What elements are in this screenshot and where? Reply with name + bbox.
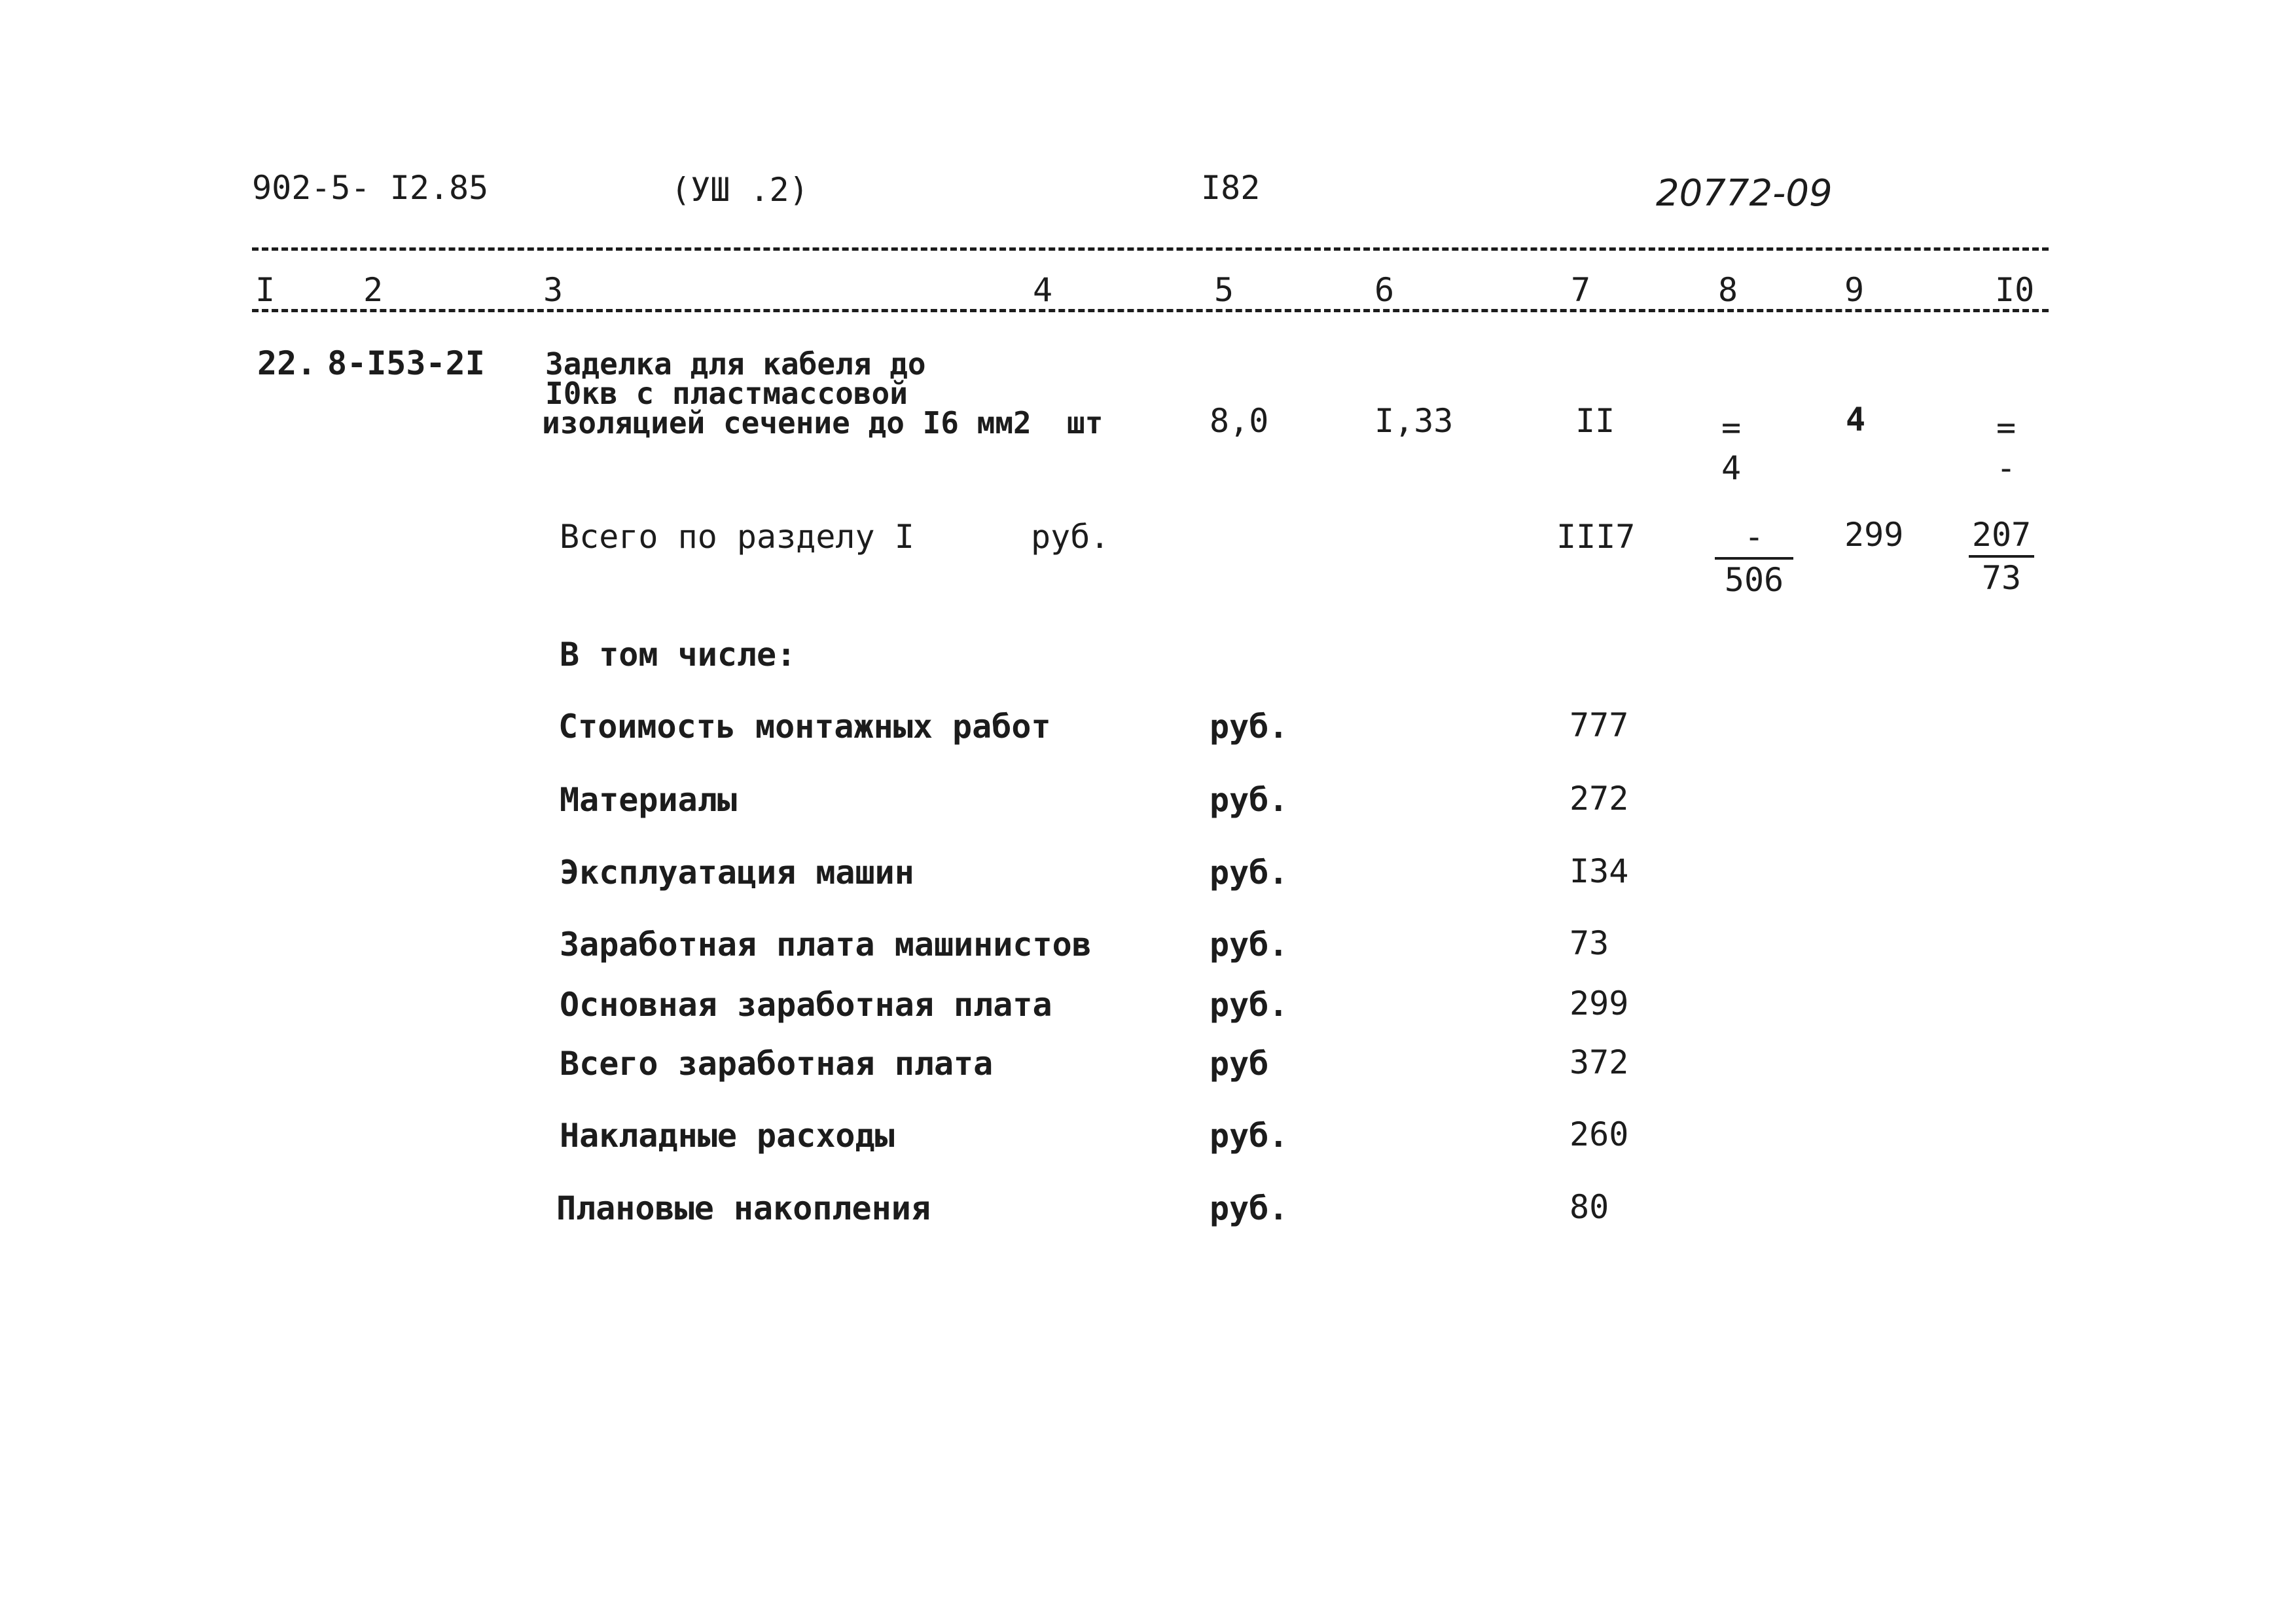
section-total-label: Всего по разделу I <box>560 518 914 556</box>
row-col8-fraction <box>1715 408 1748 487</box>
row-col10-fraction <box>1990 408 2022 487</box>
item-unit: руб. <box>1210 781 1289 819</box>
fraction-denominator: 73 <box>1981 559 2022 597</box>
row-description-line: I0кв с пластмассовой <box>545 376 908 411</box>
item-value: 272 <box>1570 780 1629 818</box>
column-number: 2 <box>363 271 384 309</box>
fraction-numerator: = <box>1721 408 1742 446</box>
row-col7-value: II <box>1575 402 1615 440</box>
item-value: I34 <box>1570 852 1629 890</box>
item-label: Плановые накопления <box>556 1189 931 1227</box>
page-number: I82 <box>1201 169 1261 207</box>
item-unit: руб. <box>1210 854 1289 892</box>
column-number: 9 <box>1844 271 1865 309</box>
item-label: Стоимость монтажных работ <box>558 708 1051 746</box>
row-col6-value: I,33 <box>1374 402 1454 440</box>
item-value: 80 <box>1570 1188 1609 1226</box>
section-total-col10-fraction <box>1969 516 2034 597</box>
column-header-underline <box>252 309 2049 312</box>
column-number: 8 <box>1718 271 1738 309</box>
section-total-col9: 299 <box>1844 516 1904 554</box>
row-code: 8-I53-2I <box>327 344 485 382</box>
column-number: I0 <box>1995 271 2035 309</box>
item-unit: руб. <box>1210 708 1289 746</box>
item-unit: руб. <box>1210 926 1289 964</box>
item-label: Основная заработная плата <box>560 986 1052 1024</box>
fraction-numerator: 207 <box>1969 518 2034 558</box>
item-value: 777 <box>1570 706 1629 744</box>
inventory-stamp-number: 20772-09 <box>1656 172 1833 215</box>
item-unit: руб. <box>1210 1117 1289 1155</box>
item-unit: руб <box>1210 1045 1269 1083</box>
row-number: 22. <box>257 344 317 382</box>
item-value: 73 <box>1570 924 1609 962</box>
item-label: Эксплуатация машин <box>560 854 914 892</box>
column-number: 3 <box>543 271 564 309</box>
fraction-denominator: 4 <box>1721 449 1742 487</box>
column-number: 4 <box>1033 271 1053 309</box>
section-label: (УШ .2) <box>671 171 809 209</box>
item-value: 299 <box>1570 984 1629 1022</box>
fraction-numerator: = <box>1996 408 2017 446</box>
row-unit: шт <box>1067 405 1103 441</box>
column-number: I <box>255 271 276 309</box>
item-label: Заработная плата машинистов <box>560 926 1092 964</box>
fraction-denominator: 506 <box>1724 561 1784 599</box>
document-code: 902-5- I2.85 <box>252 169 489 207</box>
section-total-col8-fraction <box>1715 518 1793 599</box>
row-col9-value: 4 <box>1846 401 1866 439</box>
item-label: Накладные расходы <box>560 1117 895 1155</box>
item-label: Всего заработная плата <box>560 1045 994 1083</box>
section-total-col7: III7 <box>1556 518 1636 556</box>
item-unit: руб. <box>1210 986 1289 1024</box>
column-number: 7 <box>1571 271 1591 309</box>
section-total-unit: руб. <box>1031 518 1110 556</box>
including-label: В том числе: <box>560 636 797 674</box>
header-separator <box>252 247 2049 251</box>
item-value: 372 <box>1570 1043 1629 1081</box>
fraction-denominator: - <box>1996 449 2017 487</box>
row-col5-value: 8,0 <box>1210 402 1269 440</box>
column-number: 5 <box>1214 271 1234 309</box>
row-description-line: изоляцией сечение до I6 мм2 <box>542 405 1031 441</box>
fraction-numerator: - <box>1715 520 1793 560</box>
item-unit: руб. <box>1210 1189 1289 1227</box>
item-value: 260 <box>1570 1115 1629 1153</box>
column-number: 6 <box>1374 271 1395 309</box>
item-label: Материалы <box>560 781 737 819</box>
row-description-line: Заделка для кабеля до <box>545 346 926 382</box>
